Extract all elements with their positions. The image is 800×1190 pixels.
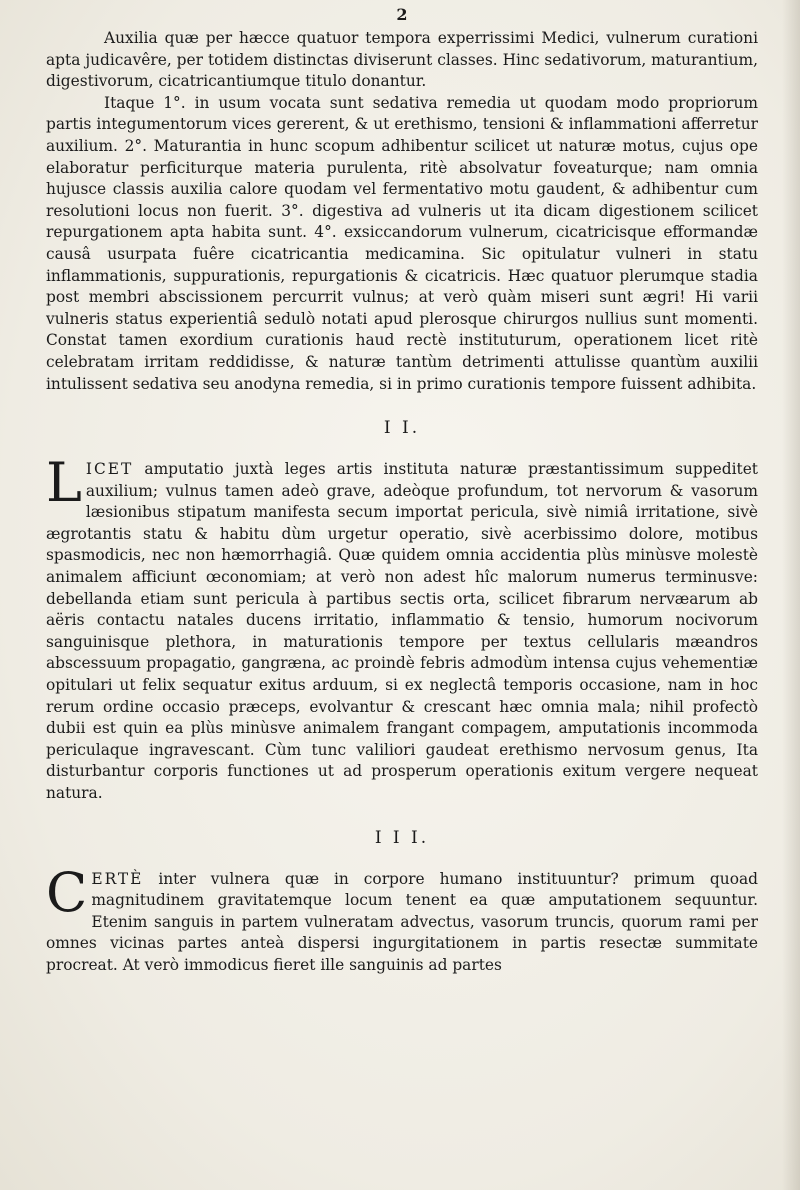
section-heading-2: I I. [383, 418, 421, 439]
intro-paragraph-1: Auxilia quæ per hæcce quatuor tempora experrissimi Medici, vulnerum curationi apta judicavêre, per totidem distinctas diviserunt classes. Hinc sedativorum, maturantium, digestivorum, cicatricantiumque titulo donantur. [46, 29, 758, 91]
lead-word: ERTÈ [91, 869, 144, 888]
page-number: 2 [396, 5, 408, 24]
section-3-paragraph [46, 860, 758, 977]
drop-cap-letter: L [46, 451, 82, 515]
intro-paragraph-2: Itaque 1°. in usum vocata sunt sedativa remedia ut quodam modo propriorum partis integumentorum vices gererent, & ut erethismo, tensioni & inflammationi afferretur auxilium. 2°. Maturantia in hunc scopum adhibentur scilicet ut naturæ motus, cujus ope elaboratur perficiturque materia purulenta, ritè absolvatur foveaturque; nam omnia hujusce classis auxilia calore quodam vel fermentativo motu gaudent, & adhibentur cum resolutioni locus non fuerit. 3°. digestiva ad vulneris ut ita dicam digestionem scilicet repurgationem apta habita sunt. 4°. exsiccandorum vulnerum, cicatricisque efformandæ causâ usurpata fuêre cicatricantia medicamina. Sic opitulatur vulneri in statu inflammationis, suppurationis, repurgationis & cicatricis. Hæc quatuor plerumque stadia post membri abscissionem percurrit vulnus; at verò quàm miseri sunt ægri! Hi varii vulneris status experientiâ sedulò notati apud plerosque chirurgos nullius sunt momenti. Constat tamen exordium curationis haud rectè instituturum, operationem licet ritè celebratam irritam reddidisse, & naturæ tantùm detrimenti attulisse quantùm auxilii intulissent sedativa seu anodyna remedia, si in primo curationis tempore fuissent adhibita. [46, 93, 758, 393]
section-heading-3: I I I. [374, 827, 430, 848]
section-3-text: inter vulnera quæ in corpore humano instituuntur? primum quoad magnitudinem gravitatemque locum tenent ea quæ amputationem sequuntur. Etenim sanguis in partem vulneratam advectus, vasorum truncis, quorum rami per omnes vicinas partes anteà dispersi ingurgitationem in partis resectæ summitate procreat. At verò immodicus fieret ille sanguinis ad partes [46, 869, 758, 974]
section-2-paragraph [46, 451, 758, 805]
drop-cap-letter: C [46, 860, 88, 924]
lead-word: ICET [85, 460, 134, 479]
section-2-text: amputatio juxtà leges artis instituta naturæ præstantissimum suppeditet auxilium; vulnus tamen adeò grave, adeòque profundum, tot nervorum & vasorum læsionibus stipatum manifesta secum importat pericula, sivè nimiâ irritatione, sivè ægrotantis statu & habitu dùm urgetur operatio, sivè acerbissimo dolore, motibus spasmodicis, nec non hæmorrhagiâ. Quæ quidem omnia accidentia plùs minùsve molestè animalem afficiunt œconomiam; at verò non adest hîc malorum numerus terminusve: debellanda etiam sunt pericula à partibus sectis orta, scilicet fibrarum nervæarum ab aëris contactu natales ducens irritatio, inflammatio & tensio, humorum nocivorum sanguinisque plethora, in maturationis tempore per textus cellularis mæandros abscessuum propagatio, gangræna, ac proindè febris admodùm intensa cujus vehementiæ opitulari ut felix sequatur exitus arduum, si ex neglectâ temporis occasione, nam in hoc rerum ordine occasio præceps, evolvantur & crescant hæc omnia mala; nihil profectò dubii est quin ea plùs minùsve animalem frangant compagem, amputationis incommoda periculaque ingravescant. Cùm tunc valiliori gaudeat erethismo nervosum genus, Ita disturbantur corporis functiones ut ad prosperum operationis exitum vergere nequeat natura. [46, 460, 758, 802]
